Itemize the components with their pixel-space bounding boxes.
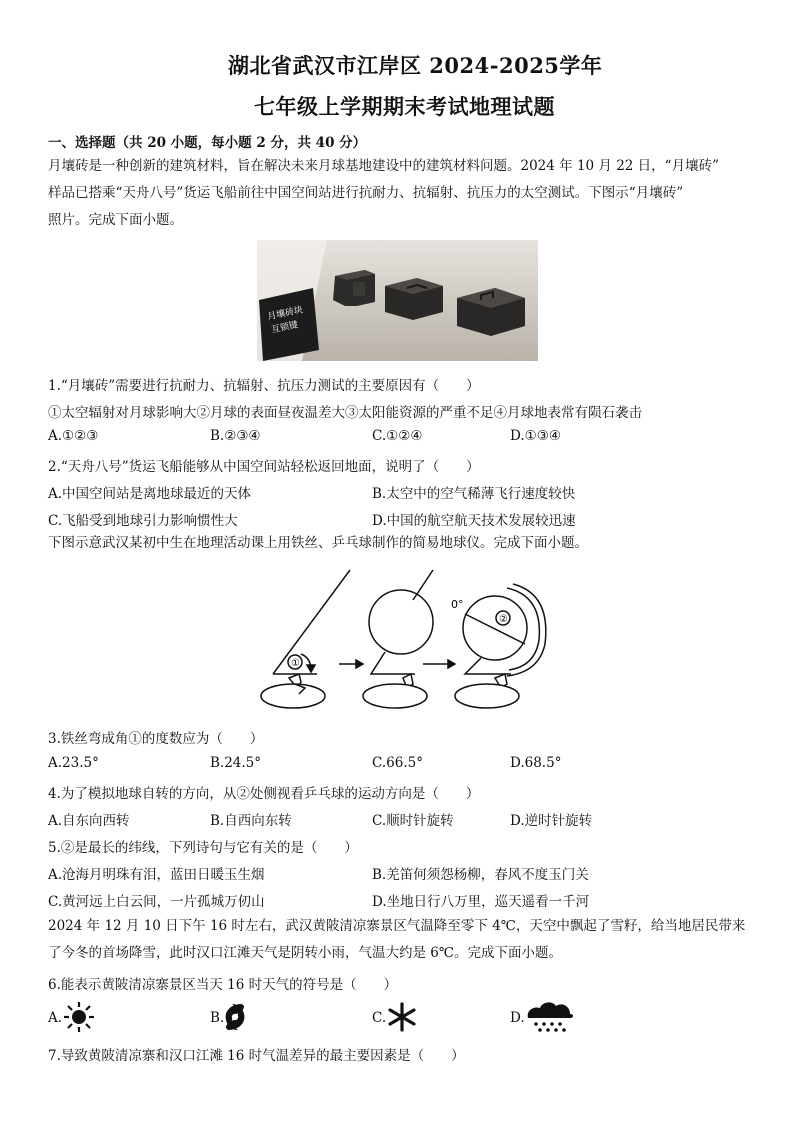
snowflake-icon [386, 1002, 418, 1032]
option-a[interactable]: A.23.5° [48, 755, 99, 771]
option-c[interactable]: C.①②④ [372, 428, 423, 444]
option-b[interactable]: B.自西向东转 [210, 813, 292, 829]
label-zero-degree: 0° [451, 598, 464, 611]
question-1-stem: 1.“月壤砖”需要进行抗耐力、抗辐射、抗压力测试的主要原因有（ ） [48, 378, 480, 394]
photo-sign-text-2: 互锁键 [270, 320, 300, 336]
option-b[interactable]: B.②③④ [210, 428, 261, 444]
lunar-brick-photo [257, 240, 538, 361]
option-c[interactable]: C.黄河远上白云间，一片孤城万仞山 [48, 894, 265, 910]
option-a[interactable]: A.①②③ [48, 428, 99, 444]
typhoon-icon [222, 1002, 248, 1032]
question-1-statement: ①太空辐射对月球影响大②月球的表面昼夜温差大③太阳能资源的严重不足④月球地表常有陨石袭击 [48, 405, 642, 421]
option-b[interactable]: B.羌笛何须怨杨柳，春风不度玉门关 [372, 867, 589, 883]
option-c[interactable]: C. [372, 1010, 387, 1026]
globe-diagram [255, 566, 555, 716]
option-c[interactable]: C.飞船受到地球引力影响惯性大 [48, 513, 238, 529]
question-6-stem: 6.能表示黄陂清凉寨景区当天 16 时天气的符号是（ ） [48, 977, 398, 993]
option-a[interactable]: A.中国空间站是离地球最近的天体 [48, 486, 252, 502]
option-d[interactable]: D.逆时针旋转 [510, 813, 593, 829]
option-d[interactable]: D.68.5° [510, 755, 562, 771]
page-title-line1: 湖北省武汉市江岸区 2024-2025学年 [228, 53, 603, 78]
option-c[interactable]: C.66.5° [372, 755, 423, 771]
sun-icon [63, 1001, 95, 1033]
hail-cloud-icon [524, 1000, 574, 1032]
option-b[interactable]: B. [210, 1010, 225, 1026]
option-d[interactable]: D. [510, 1010, 525, 1026]
option-b[interactable]: B.24.5° [210, 755, 262, 771]
label-circle-2: ② [499, 614, 508, 625]
passage-line: 照片。完成下面小题。 [48, 212, 183, 228]
question-7-stem: 7.导致黄陂清凉寨和汉口江滩 16 时气温差异的最主要因素是（ ） [48, 1048, 465, 1064]
option-d[interactable]: D.坐地日行八万里，巡天遥看一千河 [372, 894, 590, 910]
question-5-stem: 5.②是最长的纬线，下列诗句与它有关的是（ ） [48, 840, 358, 856]
option-c[interactable]: C.顺时针旋转 [372, 813, 454, 829]
question-4-stem: 4.为了模拟地球自转的方向，从②处侧视看乒乓球的运动方向是（ ） [48, 786, 480, 802]
passage-line: 月壤砖是一种创新的建筑材料，旨在解决未来月球基地建设中的建筑材料问题。2024 年 10 月 22 日，“月壤砖” [48, 158, 719, 174]
photo-sign-text-1: 月壤砖块 [266, 305, 304, 323]
option-a[interactable]: A.沧海月明珠有泪，蓝田日暖玉生烟 [48, 867, 265, 883]
option-b[interactable]: B.太空中的空气稀薄飞行速度较快 [372, 486, 576, 502]
passage-3-line: 2024 年 12 月 10 日下午 16 时左右，武汉黄陂清凉寨景区气温降至零下 4℃，天空中飘起了雪籽，给当地居民带来 [48, 918, 746, 934]
question-3-stem: 3.铁丝弯成角①的度数应为（ ） [48, 731, 264, 747]
page-title-line2: 七年级上学期期末考试地理试题 [254, 94, 555, 119]
option-a[interactable]: A. [48, 1010, 63, 1026]
passage-2-text: 下图示意武汉某初中生在地理活动课上用铁丝、乒乓球制作的简易地球仪。完成下面小题。 [48, 535, 588, 551]
question-2-stem: 2.“天舟八号”货运飞船能够从中国空间站轻松返回地面，说明了（ ） [48, 459, 480, 475]
section-heading: 一、选择题（共 20 小题，每小题 2 分，共 40 分） [48, 135, 367, 151]
option-a[interactable]: A.自东向西转 [48, 813, 130, 829]
label-circle-1: ① [291, 658, 300, 669]
passage-3-line: 了今冬的首场降雪，此时汉口江滩天气是阴转小雨，气温大约是 6℃。完成下面小题。 [48, 945, 562, 961]
option-d[interactable]: D.中国的航空航天技术发展较迅速 [372, 513, 576, 529]
passage-line: 样品已搭乘“天舟八号”货运飞船前往中国空间站进行抗耐力、抗辐射、抗压力的太空测试。下图示“月壤砖” [48, 185, 684, 201]
option-d[interactable]: D.①③④ [510, 428, 561, 444]
